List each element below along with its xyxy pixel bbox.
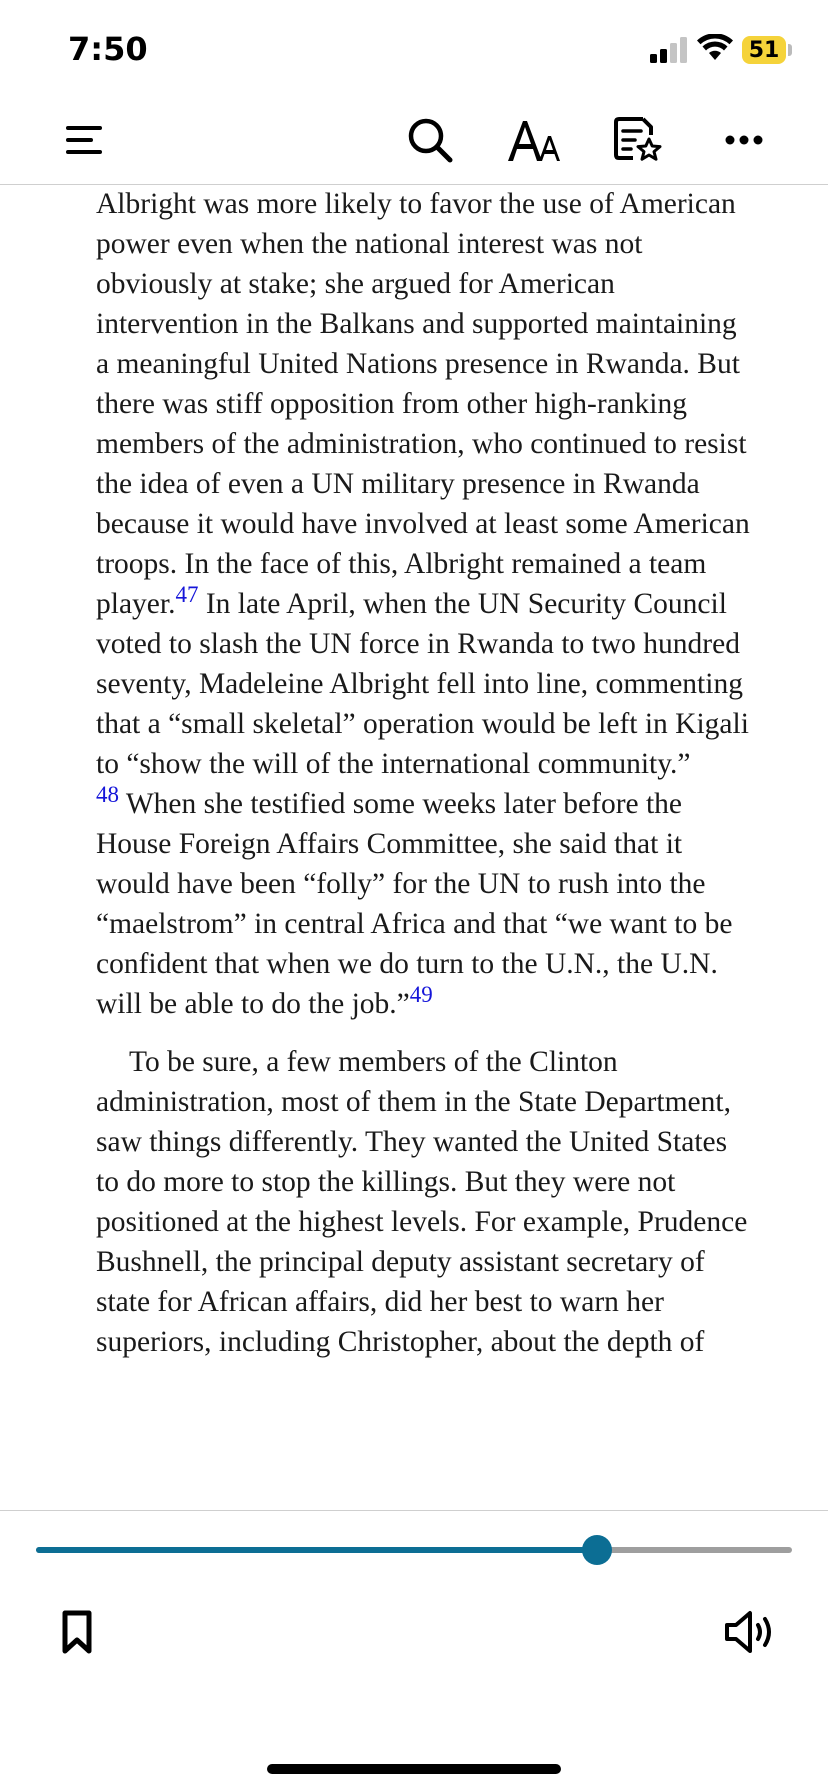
font-settings-button[interactable] xyxy=(506,112,562,168)
wifi-icon xyxy=(697,34,733,62)
battery-tip xyxy=(788,44,792,56)
battery-level: 51 xyxy=(748,37,780,63)
divider xyxy=(0,1510,828,1511)
speaker-icon xyxy=(724,1610,776,1654)
hamburger-menu-icon xyxy=(64,124,104,156)
table-of-contents-button[interactable] xyxy=(56,112,112,168)
more-options-button[interactable] xyxy=(716,112,772,168)
notes-and-highlights-button[interactable] xyxy=(610,112,666,168)
search-button[interactable] xyxy=(402,112,458,168)
footnote-link[interactable]: 49 xyxy=(409,982,433,1007)
ellipsis-icon xyxy=(724,134,764,146)
home-indicator xyxy=(267,1764,561,1774)
paragraph-text: In late April, when the UN Security Council voted to slash the UN force in Rwanda to two hundred seventy, Madeleine Albright fell into line, commenting that a “small skeletal” operation would be left in Kigali to “show the will of the international community.” xyxy=(96,588,749,780)
battery-indicator xyxy=(742,36,786,64)
bookmark-icon xyxy=(62,1610,92,1654)
book-paragraph xyxy=(96,1042,756,1362)
read-aloud-button[interactable] xyxy=(720,1604,780,1660)
footnote-link[interactable]: 47 xyxy=(175,582,199,607)
search-icon xyxy=(407,117,453,163)
notes-bookmark-star-icon xyxy=(613,115,663,165)
book-page xyxy=(96,184,756,1510)
paragraph-text: When she testified some weeks later before the House Foreign Affairs Committee, she said that it would have been “folly” for the UN to rush into the “maelstrom” in central Africa and that “we want to be confident that when we do turn to the U.N., the U.N. will be able to do the job.” xyxy=(96,788,733,1020)
paragraph-text: Albright was more likely to favor the use of American power even when the national interest was not obviously at stake; she argued for American intervention in the Balkans and supported maintaining a meaningful United Nations presence in Rwanda. But there was stiff opposition from other high-ranking members of the administration, who continued to resist the idea of even a UN military presence in Rwanda because it would have involved at least some American troops. In the face of this, Albright remained a team player. xyxy=(96,188,750,620)
slider-fill xyxy=(36,1547,597,1553)
status-bar xyxy=(0,0,828,100)
footnote-link[interactable]: 48 xyxy=(96,782,119,807)
reading-progress-slider[interactable] xyxy=(36,1532,792,1568)
status-time: 7:50 xyxy=(68,30,148,68)
slider-thumb[interactable] xyxy=(582,1535,612,1565)
reader-toolbar xyxy=(0,100,828,185)
font-size-icon xyxy=(506,117,562,163)
cellular-signal-icon xyxy=(650,37,690,63)
book-paragraph xyxy=(96,184,756,1024)
bookmark-button[interactable] xyxy=(52,1604,102,1660)
paragraph-text: To be sure, a few members of the Clinton administration, most of them in the State Department, saw things differently. They wanted the United States to do more to stop the killings. But they were not positioned at the highest levels. For example, Prudence Bushnell, the principal deputy assistant secretary of state for African affairs, did her best to warn her superiors, including Christopher, about the depth of xyxy=(96,1046,748,1358)
